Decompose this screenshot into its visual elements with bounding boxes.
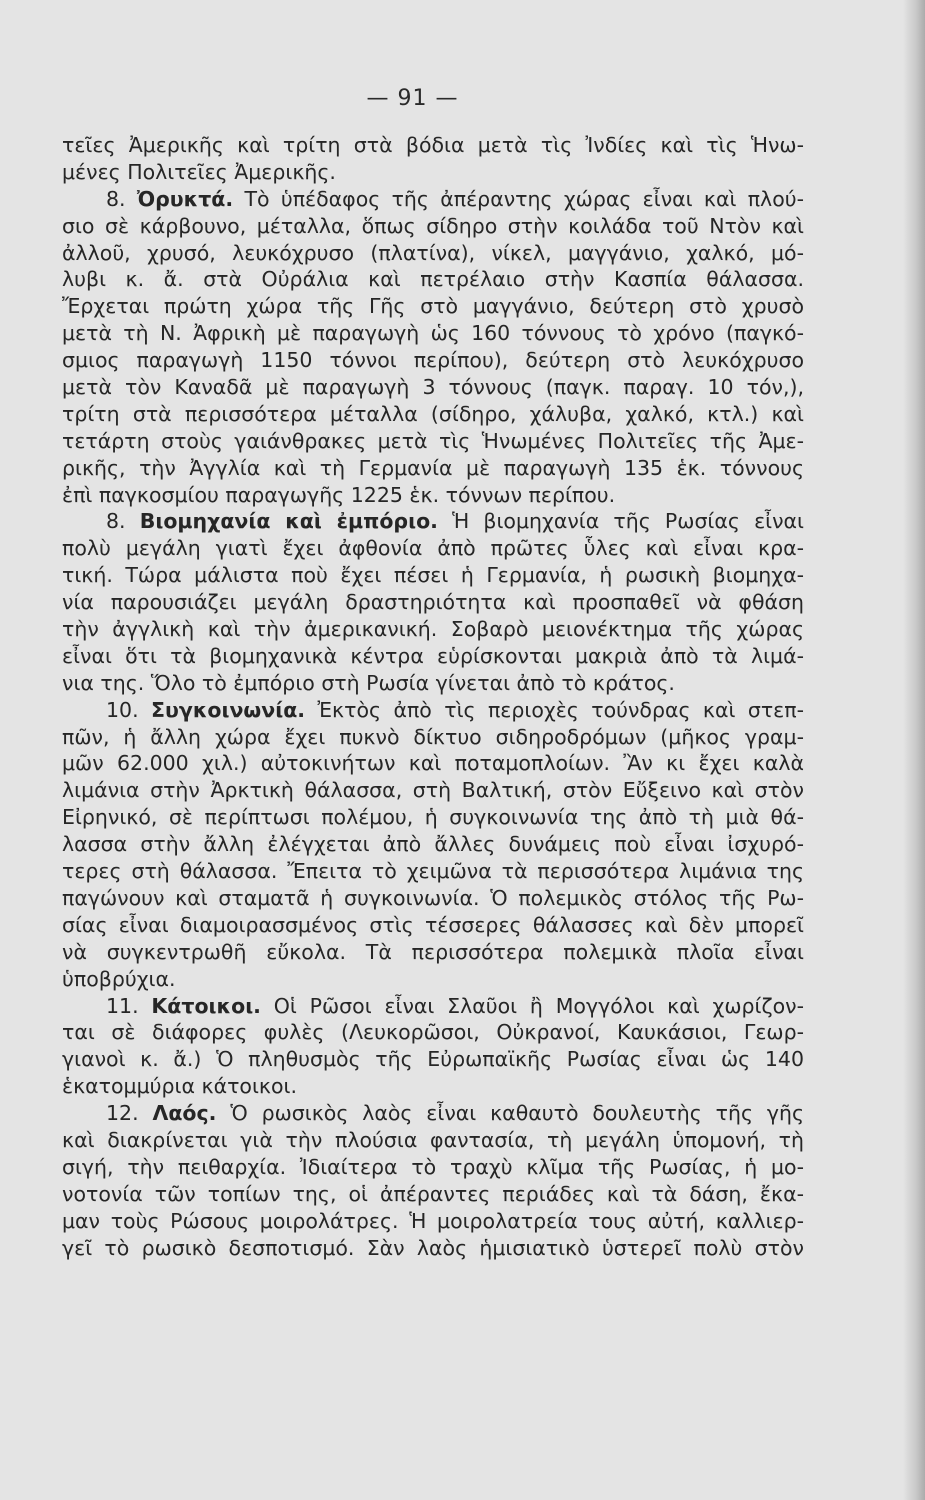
text-line xyxy=(62,293,804,320)
text-line xyxy=(62,724,804,751)
line-text: νοτονία τῶν τοπίων της, οἱ ἀπέραντες περιάδες καὶ τὰ δάση, ἔκα- xyxy=(62,1181,804,1206)
text-line xyxy=(62,858,804,885)
line-text: μένες Πολιτεῖες Ἀμερικῆς. xyxy=(62,159,336,184)
text-line xyxy=(62,347,804,374)
line-text: πῶν, ἡ ἄλλη χώρα ἔχει πυκνὸ δίκτυο σιδηροδρόμων (μῆκος γραμ- xyxy=(62,724,804,749)
line-text: σίας εἶναι διαμοιρασσμένος στὶς τέσσερες θάλασσες καὶ δὲν μπορεῖ xyxy=(62,912,804,937)
text-line xyxy=(62,1235,804,1262)
line-text: νὰ συγκεντρωθῆ εὔκολα. Τὰ περισσότερα πολεμικὰ πλοῖα εἶναι xyxy=(62,939,804,964)
section-heading: Συγκοινωνία. xyxy=(151,697,306,722)
section-heading-line xyxy=(62,508,804,535)
line-text: γεῖ τὸ ρωσικὸ δεσποτισμό. Σὰν λαὸς ἡμισιατικὸ ὑστερεῖ πολὺ στὸν xyxy=(62,1235,804,1260)
section-heading: Κάτοικοι. xyxy=(151,993,261,1018)
line-text: τική. Τώρα μάλιστα ποὺ ἔχει πέσει ἡ Γερμανία, ἡ ρωσικὴ βιομηχα- xyxy=(62,563,804,588)
line-text: σιο σὲ κάρβουνο, μέταλλα, ὅπως σίδηρο στὴν κοιλάδα τοῦ Ντὸν καὶ xyxy=(62,213,804,238)
line-text: μετὰ τὸν Καναδᾶ μὲ παραγωγὴ 3 τόννους (παγκ. παραγ. 10 τόν,), xyxy=(62,375,804,400)
line-text: νια της. Ὅλο τὸ ἐμπόριο στὴ Ρωσία γίνεται ἀπὸ τὸ κράτος. xyxy=(62,670,675,695)
text-line xyxy=(62,804,804,831)
line-text: τεῖες Ἀμερικῆς καὶ τρίτη στὰ βόδια μετὰ τὶς Ἰνδίες καὶ τὶς Ἡνω- xyxy=(62,133,804,157)
line-text: Ἔρχεται πρώτη χώρα τῆς Γῆς στὸ μαγγάνιο, δεύτερη στὸ χρυσὸ xyxy=(62,294,804,319)
body-text xyxy=(62,132,804,1261)
line-text: καὶ διακρίνεται γιὰ τὴν πλούσια φαντασία, τὴ μεγάλη ὑπομονή, τὴ xyxy=(62,1127,804,1152)
text-line xyxy=(62,1046,804,1073)
line-text: λυβι κ. ἄ. στὰ Οὐράλια καὶ πετρέλαιο στὴν Κασπία θάλασσα. xyxy=(62,267,804,292)
line-text: ἐπὶ παγκοσμίου παραγωγῆς 1225 ἑκ. τόννων περίπου. xyxy=(62,482,616,507)
section-number: 8. xyxy=(106,509,140,534)
text-line xyxy=(62,1019,804,1046)
line-text: Τὸ ὑπέδαφος τῆς ἀπέραντης χώρας εἶναι καὶ πλού- xyxy=(233,186,804,211)
line-text: τὴν ἀγγλικὴ καὶ τὴν ἀμερικανική. Σοβαρὸ μειονέκτημα τῆς χώρας xyxy=(62,617,804,642)
line-text: εἶναι ὅτι τὰ βιομηχανικὰ κέντρα εὑρίσκονται μακριὰ ἀπὸ τὰ λιμά- xyxy=(62,643,804,668)
text-line xyxy=(62,643,804,670)
section-heading: Ὀρυκτά. xyxy=(136,186,234,211)
text-line xyxy=(62,266,804,293)
section-heading-line xyxy=(62,1100,804,1127)
line-text: τετάρτη στοὺς γαιάνθρακες μετὰ τὶς Ἡνωμένες Πολιτεῖες τῆς Ἀμε- xyxy=(62,428,804,453)
line-text: Εἰρηνικό, σὲ περίπτωσι πολέμου, ἡ συγκοινωνία της ἀπὸ τὴ μιὰ θά- xyxy=(62,805,804,830)
text-line xyxy=(62,159,804,186)
line-text: γιανοὶ κ. ἄ.) Ὁ πληθυσμὸς τῆς Εὐρωπαϊκῆς Ρωσίας εἶναι ὡς 140 xyxy=(62,1047,804,1072)
text-line xyxy=(62,1181,804,1208)
line-text: ρικῆς, τὴν Ἀγγλία καὶ τὴ Γερμανία μὲ παραγωγὴ 135 ἑκ. τόννους xyxy=(62,455,804,480)
text-line xyxy=(62,213,804,240)
line-text: ται σὲ διάφορες φυλὲς (Λευκορῶσοι, Οὐκρανοί, Καυκάσιοι, Γεωρ- xyxy=(62,1020,804,1045)
section-number: 10. xyxy=(106,697,152,722)
line-text: νία παρουσιάζει μεγάλη δραστηριότητα καὶ προσπαθεῖ νὰ φθάση xyxy=(62,590,804,615)
section-number: 8. xyxy=(106,186,137,211)
section-number: 11. xyxy=(106,993,152,1018)
text-line xyxy=(62,320,804,347)
line-text: σιγή, τὴν πειθαρχία. Ἰδιαίτερα τὸ τραχὺ κλῖμα τῆς Ρωσίας, ἡ μο- xyxy=(62,1154,804,1179)
text-line xyxy=(62,670,804,697)
line-text: σμιος παραγωγὴ 1150 τόννοι περίπου), δεύτερη στὸ λευκόχρυσο xyxy=(62,348,804,373)
text-line xyxy=(62,482,804,509)
line-text: παγώνουν καὶ σταματᾶ ἡ συγκοινωνία. Ὁ πολεμικὸς στόλος τῆς Ρω- xyxy=(62,885,804,910)
text-line xyxy=(62,401,804,428)
line-text: Ἐκτὸς ἀπὸ τὶς περιοχὲς τούνδρας καὶ στεπ- xyxy=(305,697,804,722)
line-text: ἀλλοῦ, χρυσό, λευκόχρυσο (πλατίνα), νίκελ, μαγγάνιο, χαλκό, μό- xyxy=(62,240,804,265)
text-line xyxy=(62,777,804,804)
line-text: Ὁ ρωσικὸς λαὸς εἶναι καθαυτὸ δουλευτὴς τῆς γῆς xyxy=(216,1101,804,1126)
line-text: Ἡ βιομηχανία τῆς Ρωσίας εἶναι xyxy=(437,509,804,534)
line-text: πολὺ μεγάλη γιατὶ ἔχει ἀφθονία ἀπὸ πρῶτες ὗλες καὶ εἶναι κρα- xyxy=(62,536,804,561)
text-line xyxy=(62,1154,804,1181)
text-line xyxy=(62,240,804,267)
text-line xyxy=(62,374,804,401)
line-text: ὑποβρύχια. xyxy=(62,966,176,991)
line-text: τερες στὴ θάλασσα. Ἔπειτα τὸ χειμῶνα τὰ περισσότερα λιμάνια της xyxy=(62,859,804,884)
page-number: — 91 — xyxy=(366,86,459,111)
text-line xyxy=(62,1208,804,1235)
text-line xyxy=(62,428,804,455)
section-heading-line xyxy=(62,697,804,724)
text-line xyxy=(62,831,804,858)
text-line xyxy=(62,885,804,912)
line-text: ἑκατομμύρια κάτοικοι. xyxy=(62,1074,297,1099)
line-text: Οἱ Ρῶσοι εἶναι Σλαῦοι ἢ Μογγόλοι καὶ χωρίζον- xyxy=(260,993,804,1018)
text-line xyxy=(62,966,804,993)
line-text: λιμάνια στὴν Ἀρκτικὴ θάλασσα, στὴ Βαλτική, στὸν Εὔξεινο καὶ στὸν xyxy=(62,778,804,803)
line-text: μαν τοὺς Ρώσους μοιρολάτρες. Ἡ μοιρολατρεία τους αὐτή, καλλιερ- xyxy=(62,1208,804,1233)
line-text: μῶν 62.000 χιλ.) αὐτοκινήτων καὶ ποταμοπλοίων. Ἂν κι ἔχει καλὰ xyxy=(62,751,804,776)
section-heading: Βιομηχανία καὶ ἐμπόριο. xyxy=(139,509,438,534)
text-line xyxy=(62,912,804,939)
text-line xyxy=(62,589,804,616)
line-text: λασσα στὴν ἄλλη ἐλέγχεται ἀπὸ ἄλλες δυνάμεις ποὺ εἶναι ἰσχυρό- xyxy=(62,832,804,857)
section-number: 12. xyxy=(106,1101,153,1126)
text-line xyxy=(62,132,804,159)
section-heading: Λαός. xyxy=(152,1101,217,1126)
text-line xyxy=(62,1127,804,1154)
text-line xyxy=(62,750,804,777)
text-line xyxy=(62,455,804,482)
text-line xyxy=(62,562,804,589)
text-line xyxy=(62,616,804,643)
text-line xyxy=(62,1073,804,1100)
section-heading-line xyxy=(62,186,804,213)
text-line xyxy=(62,939,804,966)
section-heading-line xyxy=(62,993,804,1020)
line-text: τρίτη στὰ περισσότερα μέταλλα (σίδηρο, χάλυβα, χαλκό, κτλ.) καὶ xyxy=(62,401,804,426)
text-line xyxy=(62,535,804,562)
line-text: μετὰ τὴ Ν. Ἀφρικὴ μὲ παραγωγὴ ὡς 160 τόννους τὸ χρόνο (παγκό- xyxy=(62,321,804,346)
